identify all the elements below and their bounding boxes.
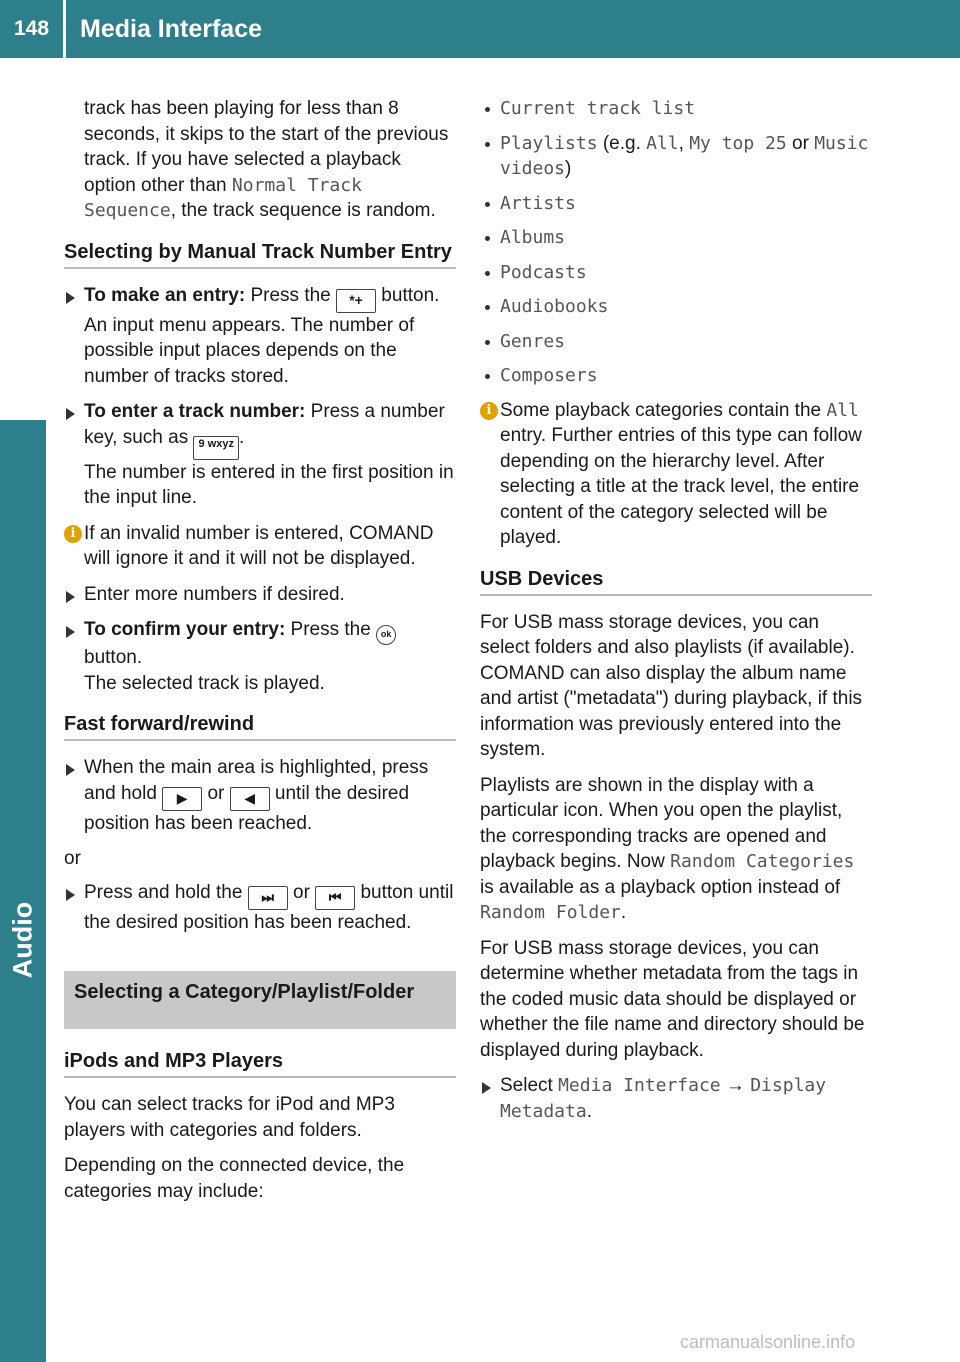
step-more-numbers: Enter more numbers if desired. xyxy=(64,582,456,608)
info-icon: i xyxy=(64,525,82,543)
section-title-box: Selecting a Category/Playlist/Folder xyxy=(64,971,456,1029)
category-item: Playlists (e.g. All, My top 25 or Music videos) xyxy=(480,131,872,182)
watermark: carmanualsonline.info xyxy=(680,1332,856,1352)
category-item: Current track list xyxy=(480,96,872,122)
or-text: or xyxy=(64,848,81,869)
category-item: Composers xyxy=(480,363,872,389)
category-item: Genres xyxy=(480,329,872,355)
page-number: 148 xyxy=(13,17,50,40)
usb-paragraph-1: For USB mass storage devices, you can select folders and also playlists (if available). COMAND can also display the album name and artist ("metadata") during playback, if this information was previously entered into the system. xyxy=(480,611,863,760)
ok-button-icon: ok xyxy=(376,625,396,645)
step-press-hold-arrows: When the main area is highlighted, press and hold ▶ or ◀ until the desired position has been reached. xyxy=(64,755,456,836)
step-make-entry: To make an entry: Press the *+ button. An input menu appears. The number of possible input places depends on the number of tracks stored. xyxy=(64,283,456,390)
usb-paragraph-3: For USB mass storage devices, you can determine whether metadata from the tags in the coded music data should be displayed or whether the file name and directory should be displayed during playback. xyxy=(480,937,865,1061)
number-9-key-icon: 9 wxyz xyxy=(193,436,238,460)
step-enter-number: To enter a track number: Press a number key, such as 9 wxyz . The number is entered in the first position in the input line. xyxy=(64,399,456,511)
skip-forward-icon: ⏭ xyxy=(248,886,288,910)
play-right-icon: ▶ xyxy=(162,787,202,811)
category-item: Artists xyxy=(480,191,872,217)
ipod-paragraph-2: Depending on the connected device, the categories may include: xyxy=(64,1155,405,1202)
page-header xyxy=(0,0,960,58)
step-select-metadata: Select Media Interface → Display Metadata. xyxy=(480,1073,872,1124)
heading-ipod: iPods and MP3 Players xyxy=(64,1049,456,1078)
category-item: Podcasts xyxy=(480,260,872,286)
ipod-paragraph-1: You can select tracks for iPod and MP3 players with categories and folders. xyxy=(64,1094,395,1141)
usb-paragraph-2: Playlists are shown in the display with a particular icon. When you open the playlist, the corresponding tracks are opened and playback begins. Now Random Categories is available as a playback option instead of Random Folder. xyxy=(480,774,855,923)
heading-usb: USB Devices xyxy=(480,567,872,596)
left-column xyxy=(64,96,456,1214)
side-tab xyxy=(0,420,46,1362)
info-icon: i xyxy=(480,402,498,420)
step-press-hold-skip: Press and hold the ⏭ or ⏮ button until the desired position has been reached. xyxy=(64,880,456,936)
heading-fast-forward: Fast forward/rewind xyxy=(64,712,456,741)
page-title: Media Interface xyxy=(80,15,263,43)
category-item: Audiobooks xyxy=(480,294,872,320)
heading-manual-entry: Selecting by Manual Track Number Entry xyxy=(64,240,456,269)
step-confirm-entry: To confirm your entry: Press the ok button. The selected track is played. xyxy=(64,617,456,696)
right-column xyxy=(480,96,872,1134)
header-divider xyxy=(63,0,66,58)
star-plus-key-icon: *+ xyxy=(336,289,376,313)
play-left-icon: ◀ xyxy=(230,787,270,811)
info-invalid-number: i If an invalid number is entered, COMAND will ignore it and it will not be displayed. xyxy=(64,521,456,572)
info-playback-categories: i Some playback categories contain the All entry. Further entries of this type can follow depending on the hierarchy level. After selecting a title at the track level, the entire content of the category selected will be played. xyxy=(480,398,872,551)
skip-back-icon: ⏮ xyxy=(315,886,355,910)
intro-paragraph: track has been playing for less than 8 seconds, it skips to the start of the previous track. If you have selected a playback option other than Normal Track Sequence, the track sequence is random. xyxy=(84,98,449,221)
side-tab-label: Audio xyxy=(7,901,38,979)
category-item: Albums xyxy=(480,225,872,251)
